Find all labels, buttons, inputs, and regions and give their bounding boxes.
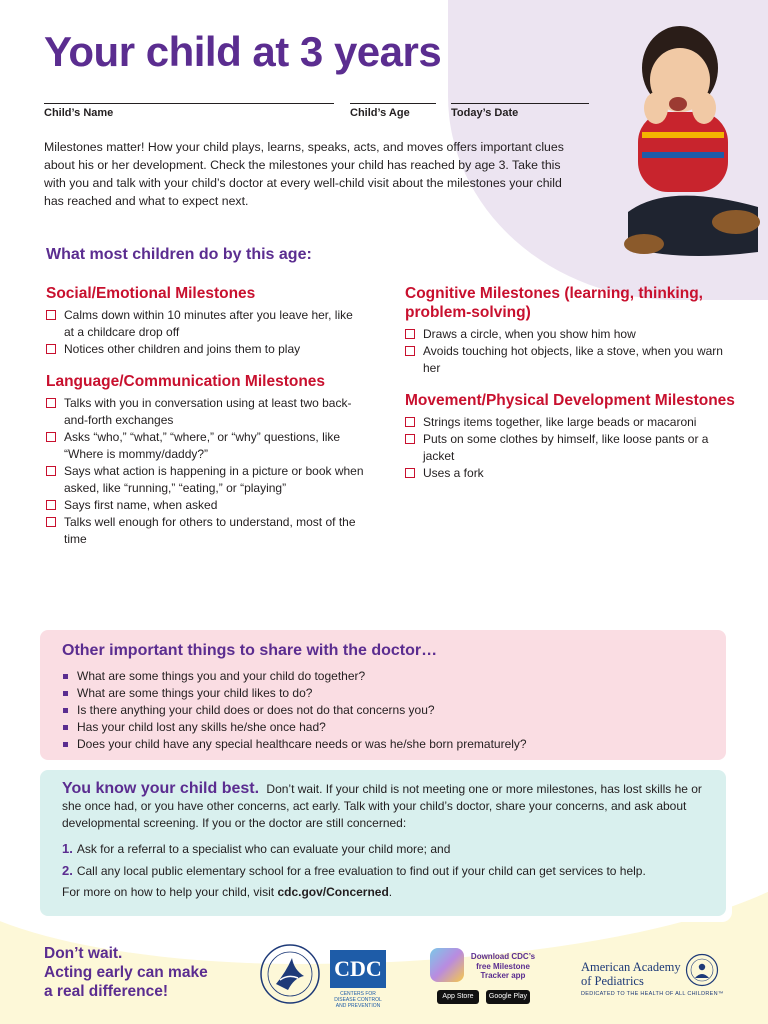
milestone-item[interactable] [405,465,735,482]
know-your-child-title: You know your child best. [62,780,260,797]
cdc-logo-text: CDC [330,950,386,988]
milestone-list [46,395,366,548]
milestone-text: Says what action is happening in a picture or book when asked, like “running,” “eating,” or “playing” [64,464,364,495]
know-your-child-text: Don’t wait. If your child is not meeting one or more milestones, has lost skills he or she once had, or you have other concerns, act early. Talk with your child’s doctor, share your concerns, and ask about developmental screening. If you or the doctor are still concerned: [62,782,702,830]
checkbox-icon[interactable] [46,517,56,527]
know-your-child-box [40,770,726,916]
checkbox-icon[interactable] [46,500,56,510]
milestone-item[interactable] [405,414,735,431]
aap-seal-logo [685,953,719,987]
question-item: Has your child lost any skills he/she once had? [62,719,702,736]
category-title: Social/Emotional Milestones [46,285,256,302]
hhs-seal-logo [258,942,322,1006]
step-text: Ask for a referral to a specialist who can evaluate your child more; and [76,842,451,856]
concerned-link[interactable]: cdc.gov/Concerned [277,885,389,899]
category-language-communication [46,372,366,548]
category-social-emotional [46,284,366,358]
step-number: 1. [62,841,73,856]
doctor-questions-box [40,630,726,760]
field-line [44,103,334,104]
milestone-text: Talks well enough for others to understand, most of the time [64,515,356,546]
checkbox-icon[interactable] [405,346,415,356]
checkbox-icon[interactable] [405,417,415,427]
more-info-text: For more on how to help your child, visit [62,885,278,899]
milestones-right-column [405,284,735,496]
field-line [451,103,589,104]
milestone-item[interactable] [46,514,366,548]
slogan-line: a real difference! [44,983,169,1000]
milestone-list [46,307,366,358]
milestone-text: Calms down within 10 minutes after you leave her, like at a childcare drop off [64,308,353,339]
milestone-text: Talks with you in conversation using at least two back-and-forth exchanges [64,396,352,427]
milestone-text: Avoids touching hot objects, like a stove, when you warn her [423,344,723,375]
field-line [350,103,436,104]
more-info-line [62,884,392,901]
checkbox-icon[interactable] [46,310,56,320]
checkbox-icon[interactable] [46,432,56,442]
category-title: Language/Communication Milestones [46,373,326,390]
milestones-left-column [46,284,366,562]
milestone-text: Notices other children and joins them to play [64,342,301,356]
step-number: 2. [62,863,73,878]
milestone-item[interactable] [405,326,735,343]
doctor-questions-list [62,668,702,753]
child-photo [608,12,764,264]
checkbox-icon[interactable] [405,329,415,339]
section-heading: What most children do by this age: [46,246,312,263]
milestone-item[interactable] [46,395,366,429]
google-play-badge[interactable]: Google Play [486,990,530,1004]
doctor-questions-title: Other important things to share with the doctor… [62,642,438,659]
milestone-text: Draws a circle, when you show him how [423,327,636,341]
slogan-line: Don’t wait. [44,945,123,962]
milestone-list [405,326,735,377]
milestone-text: Puts on some clothes by himself, like loose pants or a jacket [423,432,709,463]
milestone-text: Uses a fork [423,466,484,480]
question-item: What are some things you and your child do together? [62,668,702,685]
milestone-item[interactable] [46,497,366,514]
step-text: Call any local public elementary school for a free evaluation to find out if your child can get services to help. [76,864,646,878]
field-label: Child’s Name [44,107,114,119]
milestone-item[interactable] [46,429,366,463]
milestone-item[interactable] [405,343,735,377]
milestone-item[interactable] [46,463,366,497]
question-item: What are some things your child likes to do? [62,685,702,702]
question-item: Is there anything your child does or does not do that concerns you? [62,702,702,719]
category-cognitive [405,284,735,377]
milestone-tracker-app-icon[interactable] [430,948,464,982]
childs-age-field[interactable] [350,103,436,119]
milestone-text: Asks “who,” “what,” “where,” or “why” questions, like “Where is mommy/daddy?” [64,430,341,461]
field-label: Child’s Age [350,107,410,119]
dont-wait-slogan [44,944,244,1001]
info-fields [44,103,594,125]
know-your-child-paragraph [62,780,712,832]
milestone-item[interactable] [46,341,366,358]
checkbox-icon[interactable] [405,434,415,444]
aap-tagline: DEDICATED TO THE HEALTH OF ALL CHILDREN™ [581,991,724,997]
checkbox-icon[interactable] [46,466,56,476]
action-step [62,840,712,858]
action-step [62,862,712,880]
milestone-item[interactable] [46,307,366,341]
aap-name: American Academy of Pediatrics [581,960,681,988]
milestone-text: Says first name, when asked [64,498,218,512]
question-item: Does your child have any special healthcare needs or was he/she born prematurely? [62,736,702,753]
slogan-line: Acting early can make [44,964,208,981]
page-title: Your child at 3 years [44,28,442,75]
category-title: Movement/Physical Development Milestones [405,392,735,409]
cdc-logo [330,950,386,1008]
category-title: Cognitive Milestones (learning, thinking, problem-solving) [405,285,703,321]
checkbox-icon[interactable] [46,344,56,354]
field-label: Today’s Date [451,107,519,119]
milestone-text: Strings items together, like large beads or macaroni [423,415,697,429]
cdc-tagline: CENTERS FOR DISEASE CONTROL AND PREVENTION [334,991,382,1009]
more-info-suffix: . [388,885,393,899]
milestone-list [405,414,735,482]
intro-paragraph: Milestones matter! How your child plays, learns, speaks, acts, and moves offers important clues about his or her development. Check the milestones your child has reached by age 3. Take this with you and talk with your child’s doctor at every well-child visit about the milestones your child has reached and what to expect next. [44,140,564,208]
checkbox-icon[interactable] [405,468,415,478]
todays-date-field[interactable] [451,103,589,119]
category-movement-physical [405,391,735,482]
app-store-badge[interactable]: App Store [437,990,479,1004]
checkbox-icon[interactable] [46,398,56,408]
app-promo-text: Download CDC’s free Milestone Tracker app [470,952,536,980]
childs-name-field[interactable] [44,103,334,119]
milestone-item[interactable] [405,431,735,465]
